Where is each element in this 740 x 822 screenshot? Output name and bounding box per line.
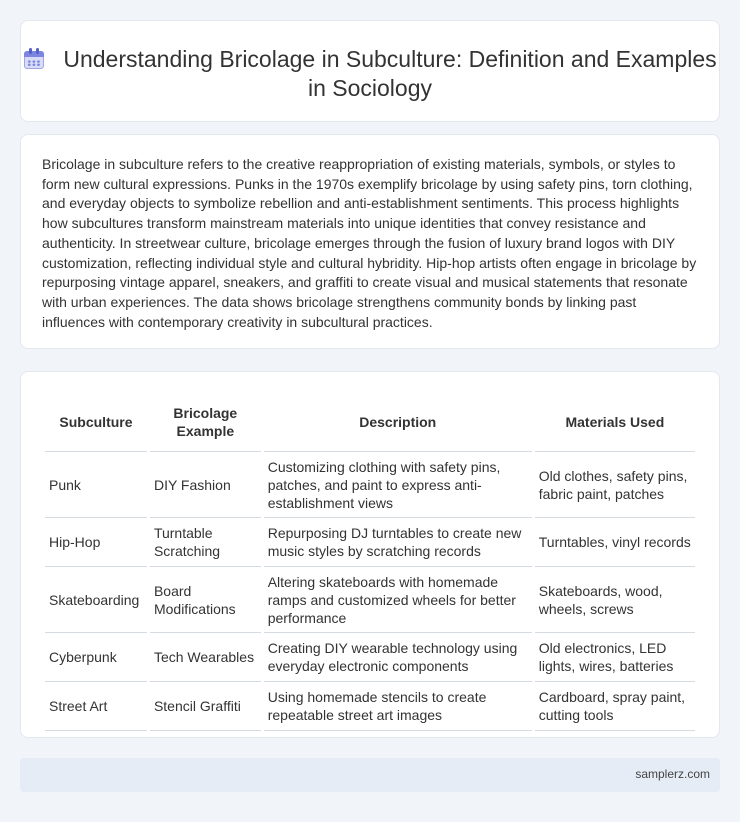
table-row [45, 633, 695, 682]
cell-description: Repurposing DJ turntables to create new music styles by scratching records [264, 518, 532, 567]
cell-example: Stencil Graffiti [150, 682, 261, 731]
page-title: Understanding Bricolage in Subculture: Definition and Examples in Sociology [63, 46, 717, 101]
page-title-container [21, 45, 719, 103]
table-header-row [45, 392, 695, 452]
cell-subculture: Punk [45, 452, 147, 518]
cell-subculture: Cyberpunk [45, 633, 147, 682]
cell-materials: Cardboard, spray paint, cutting tools [535, 682, 695, 731]
cell-subculture: Street Art [45, 682, 147, 731]
table-row [45, 682, 695, 731]
calendar-icon [23, 48, 45, 70]
cell-materials: Skateboards, wood, wheels, screws [535, 567, 695, 633]
cell-example: DIY Fashion [150, 452, 261, 518]
cell-description: Customizing clothing with safety pins, patches, and paint to express anti-establishment views [264, 452, 532, 518]
table-row [45, 452, 695, 518]
header-description: Description [264, 392, 532, 452]
cell-example: Turntable Scratching [150, 518, 261, 567]
table-card [20, 371, 720, 738]
table-row [45, 518, 695, 567]
header-subculture: Subculture [45, 392, 147, 452]
cell-subculture: Hip-Hop [45, 518, 147, 567]
cell-description: Creating DIY wearable technology using everyday electronic components [264, 633, 532, 682]
footer-bar [20, 758, 720, 792]
table-row [45, 567, 695, 633]
cell-materials: Turntables, vinyl records [535, 518, 695, 567]
intro-paragraph: Bricolage in subculture refers to the creative reappropriation of existing materials, symbols, or styles to form new cultural expressions. Punks in the 1970s exemplify bricolage by using safety pins, torn clothing, and everyday objects to symbolize rebellion and anti-establishment sentiments. This process highlights how subcultures transform mainstream materials into unique identities that convey resistance and authenticity. In streetwear culture, bricolage emerges through the fusion of luxury brand logos with DIY customization, reflecting individual style and cultural hybridity. Hip-hop artists often engage in bricolage by repurposing vintage apparel, sneakers, and graffiti to create visual and musical statements that resonate with urban experiences. The data shows bricolage strengthens community bonds by linking past influences with contemporary creativity in subcultural practices. [42, 156, 697, 330]
header-bricolage-example: Bricolage Example [150, 392, 261, 452]
cell-example: Board Modifications [150, 567, 261, 633]
cell-description: Altering skateboards with homemade ramps and customized wheels for better performance [264, 567, 532, 633]
bricolage-table [42, 392, 698, 731]
header-materials-used: Materials Used [535, 392, 695, 452]
footer-site-link[interactable]: samplerz.com [635, 767, 710, 781]
cell-subculture: Skateboarding [45, 567, 147, 633]
cell-example: Tech Wearables [150, 633, 261, 682]
intro-card [20, 134, 720, 349]
title-card [20, 20, 720, 122]
cell-materials: Old electronics, LED lights, wires, batteries [535, 633, 695, 682]
cell-description: Using homemade stencils to create repeatable street art images [264, 682, 532, 731]
cell-materials: Old clothes, safety pins, fabric paint, patches [535, 452, 695, 518]
